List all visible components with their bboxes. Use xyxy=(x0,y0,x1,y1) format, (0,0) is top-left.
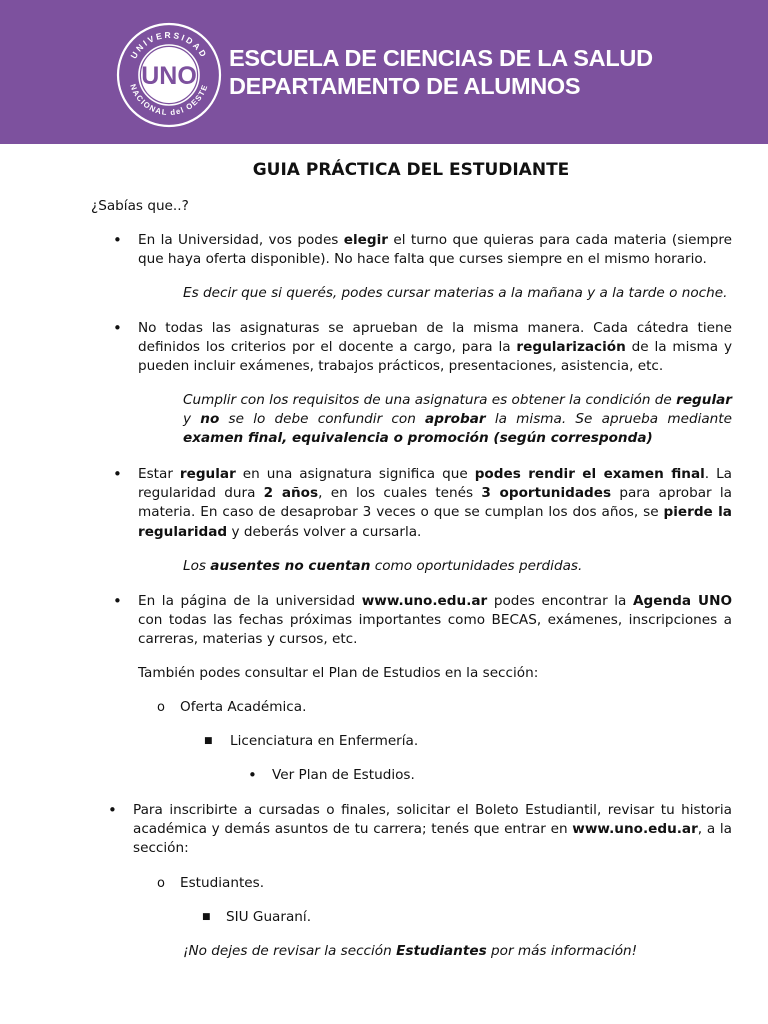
disc-bullet-icon: • xyxy=(108,801,117,819)
svg-text:UNIVERSIDAD: UNIVERSIDAD xyxy=(128,29,210,61)
intro-question: ¿Sabías que..? xyxy=(91,198,189,214)
list-item-3: Estar regular en una asignatura significa que podes rendir el examen final. La regularidad dura 2 años, en los cuales tenés 3 oportunidades para aprobar la materia. En caso de desaprobar 3 veces o que se cumplan los dos años, se pierde la regularidad y deberás volver a cursarla. xyxy=(138,466,732,540)
nav-level-3: Ver Plan de Estudios. xyxy=(272,767,415,783)
students-level-2: SIU Guaraní. xyxy=(226,909,312,925)
plan-intro: También podes consultar el Plan de Estudios en la sección: xyxy=(138,665,539,681)
item-3-note: Los ausentes no cuentan como oportunidades perdidas. xyxy=(183,558,583,574)
nav-level-1: Oferta Académica. xyxy=(180,699,307,715)
list-item-4: En la página de la universidad www.uno.edu.ar podes encontrar la Agenda UNO con todas las fechas próximas importantes como BECAS, exámenes, inscripciones a carreras, materias y cursos, etc. xyxy=(138,593,732,648)
circle-bullet-icon: o xyxy=(157,700,165,715)
document-title: GUIA PRÁCTICA DEL ESTUDIANTE xyxy=(252,160,570,180)
students-level-1: Estudiantes. xyxy=(180,875,265,891)
disc-bullet-icon: • xyxy=(113,319,122,337)
disc-bullet-icon: • xyxy=(248,766,257,784)
item-1-note: Es decir que si querés, podes cursar materias a la mañana y a la tarde o noche. xyxy=(183,285,728,301)
department-title: DEPARTAMENTO DE ALUMNOS xyxy=(229,73,581,99)
item-2-note: Cumplir con los requisitos de una asignatura es obtener la condición de regular y no se lo debe confundir con aprobar la misma. Se aprueba mediante examen final, equivalencia o promoción (según corresponda) xyxy=(183,392,732,447)
svg-text:NACIONAL del OESTE: NACIONAL del OESTE xyxy=(128,82,210,118)
list-item-2: No todas las asignaturas se aprueban de la misma manera. Cada cátedra tiene definidos los criterios por el docente a cargo, para la regularización de la misma y pueden incluir exámenes, trabajos prácticos, presentaciones, asistencia, etc. xyxy=(138,320,732,375)
square-bullet-icon: ■ xyxy=(204,736,213,746)
square-bullet-icon: ■ xyxy=(202,912,211,922)
list-item-1: En la Universidad, vos podes elegir el turno que quieras para cada materia (siempre que haya oferta disponible). No hace falta que curses siempre en el mismo horario. xyxy=(138,232,732,268)
list-item-5: Para inscribirte a cursadas o finales, solicitar el Boleto Estudiantil, revisar tu historia académica y demás asuntos de tu carrera; tenés que entrar en www.uno.edu.ar, a la sección: xyxy=(133,802,732,857)
closing-note: ¡No dejes de revisar la sección Estudiantes por más información! xyxy=(183,943,638,959)
disc-bullet-icon: • xyxy=(113,231,122,249)
disc-bullet-icon: • xyxy=(113,592,122,610)
school-title: ESCUELA DE CIENCIAS DE LA SALUD xyxy=(229,45,653,71)
circle-bullet-icon: o xyxy=(157,876,165,891)
logo-text: UNO xyxy=(141,62,197,90)
nav-level-2: Licenciatura en Enfermería. xyxy=(230,733,419,749)
disc-bullet-icon: • xyxy=(113,465,122,483)
